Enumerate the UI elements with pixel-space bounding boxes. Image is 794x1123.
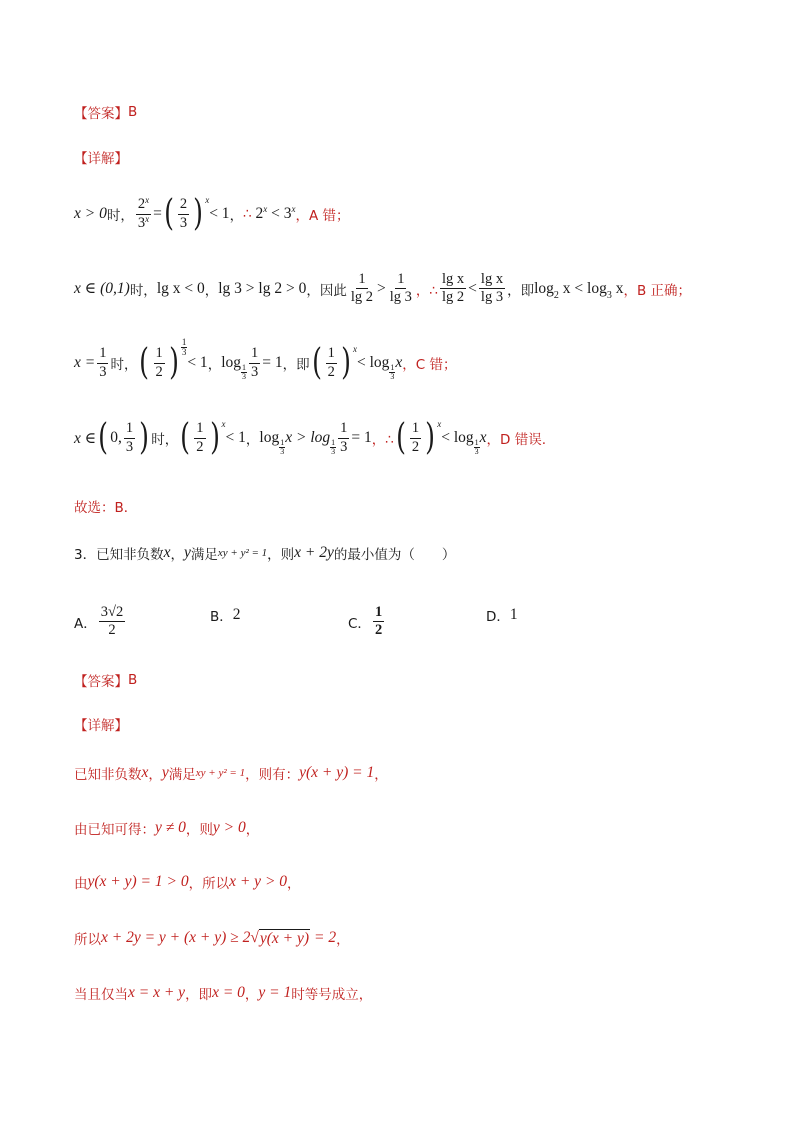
answer-value: B <box>128 672 138 688</box>
paren-fraction: ( $\frac{1}{2}$ ) $\frac{1}{3}$ <box>139 336 187 383</box>
fraction: $\frac{2^x}{3^x}$ <box>137 195 150 231</box>
answer-tag: 【答案】 <box>74 674 128 690</box>
verdict: ，B 正确； <box>623 282 692 299</box>
step-1: 已知非负数 x ， y 满足 xy + y² = 1 ，则有： y(x + y) = 1 ， <box>74 764 388 783</box>
math-condition: x ∈ (0,1) <box>74 280 130 298</box>
verdict: ，D 错误. <box>486 432 547 448</box>
math-condition: x > 0 <box>74 205 107 222</box>
detail-tag-1 <box>74 147 128 167</box>
verdict: ，C 错； <box>402 357 457 373</box>
solution-line-a: x > 0 时， $\frac{2^x}{3^x}$ = ( $\frac{2}{3}$ ) x < 1 ， ∴ $2^x < 3^x$ ，A 错； <box>74 193 350 234</box>
option-d[interactable]: D． 1 <box>486 606 518 625</box>
step-3: 由 y(x + y) = 1 > 0 ，所以 x + y > 0 ， <box>74 873 301 892</box>
therefore-symbol: ，∴ <box>371 432 394 448</box>
math-text: lg 3 > lg 2 > 0 <box>218 279 307 297</box>
text: 时， <box>106 208 134 224</box>
option-a[interactable]: A． $\frac{3√2}{2}$ <box>74 604 124 639</box>
step-4: 所以 x + 2y = y + (x + y) ≥ 2 √ y(x + y) = 2 ， <box>74 929 350 948</box>
detail-label: 【详解】 <box>74 151 128 167</box>
solution-line-b: x ∈ (0,1) 时， lg x < 0 ， lg 3 > lg 2 > 0 ，因此 $\frac{1}{\lg 2}$ > $\frac{1}{\lg 3}$ ，∴ $\frac{\text{lg x}}{\lg 2}$ < $\frac{\text{lg x}}{\lg 3}$ ，即 $\log_2 x < \log_3 x$ ，B 正确； <box>74 271 692 306</box>
fraction: $\frac{\text{lg x}}{\lg 3}$ <box>480 271 504 306</box>
choose-line-1 <box>74 496 137 516</box>
question-3: 3．已知非负数 x ， y 满足 xy + y² = 1 ，则 x + 2y 的最小值为（ ） <box>74 544 456 563</box>
answer-value: B <box>128 104 138 120</box>
paren-fraction: ( $\frac{1}{2}$ ) x <box>395 417 442 458</box>
answer-line-1 <box>74 102 137 122</box>
fraction: $\frac{1}{\lg 3}$ <box>389 271 412 306</box>
verdict: ，A 错； <box>295 208 350 224</box>
paren-fraction: ( $\frac{2}{3}$ ) x <box>163 193 210 234</box>
step-2: 由已知可得： y ≠ 0 ，则 y > 0 ， <box>74 819 260 838</box>
detail-label: 【详解】 <box>74 718 128 734</box>
paren-fraction: ( $\frac{1}{2}$ ) x <box>311 342 357 383</box>
fraction: $\frac{\text{lg x}}{\lg 2}$ <box>442 271 465 306</box>
option-b[interactable]: B． 2 <box>210 606 241 625</box>
step-5: 当且仅当 x = x + y ，即 x = 0 ， y = 1 时等号成立， <box>74 984 373 1003</box>
therefore-symbol: ∴ <box>243 206 252 222</box>
answer-tag: 【答案】 <box>74 106 128 122</box>
math-text: < 1 <box>209 205 230 222</box>
solution-line-d: x ∈ ( 0, $\frac{1}{3}$ ) 时， ( $\frac{1}{2}$ ) x < 1 ， log $\frac{1}{3}$ x > log $\frac{1}{3}$ $\frac{1}{3}$ = 1 ，∴ ( $\frac{1}{2}$ ) x < log $\frac{1}{3}$ x ，D 错误. <box>74 417 547 458</box>
question-prefix: 3．已知非负数 <box>74 547 164 563</box>
option-c[interactable]: C． $\frac{1}{2}$ <box>348 604 383 639</box>
choice-text: 故选：B． <box>74 500 138 516</box>
math-text: lg x < 0 <box>156 279 205 297</box>
fraction: $\frac{1}{3}$ <box>99 345 107 380</box>
fraction: $\frac{1}{\lg 2}$ <box>350 271 374 306</box>
therefore-symbol: ，∴ <box>415 282 439 299</box>
paren-fraction: ( $\frac{1}{2}$ ) x <box>180 417 226 458</box>
solution-line-c: x = $\frac{1}{3}$ 时， ( $\frac{1}{2}$ ) $\frac{1}{3}$ < 1 ， log $\frac{1}{3}$ $\frac{1}{3}$ = 1 ，即 ( $\frac{1}{2}$ ) x < log $\frac{1}{3}$ x ，C 错； <box>74 336 457 383</box>
answer-line-2 <box>74 670 137 690</box>
detail-tag-2 <box>74 714 128 734</box>
